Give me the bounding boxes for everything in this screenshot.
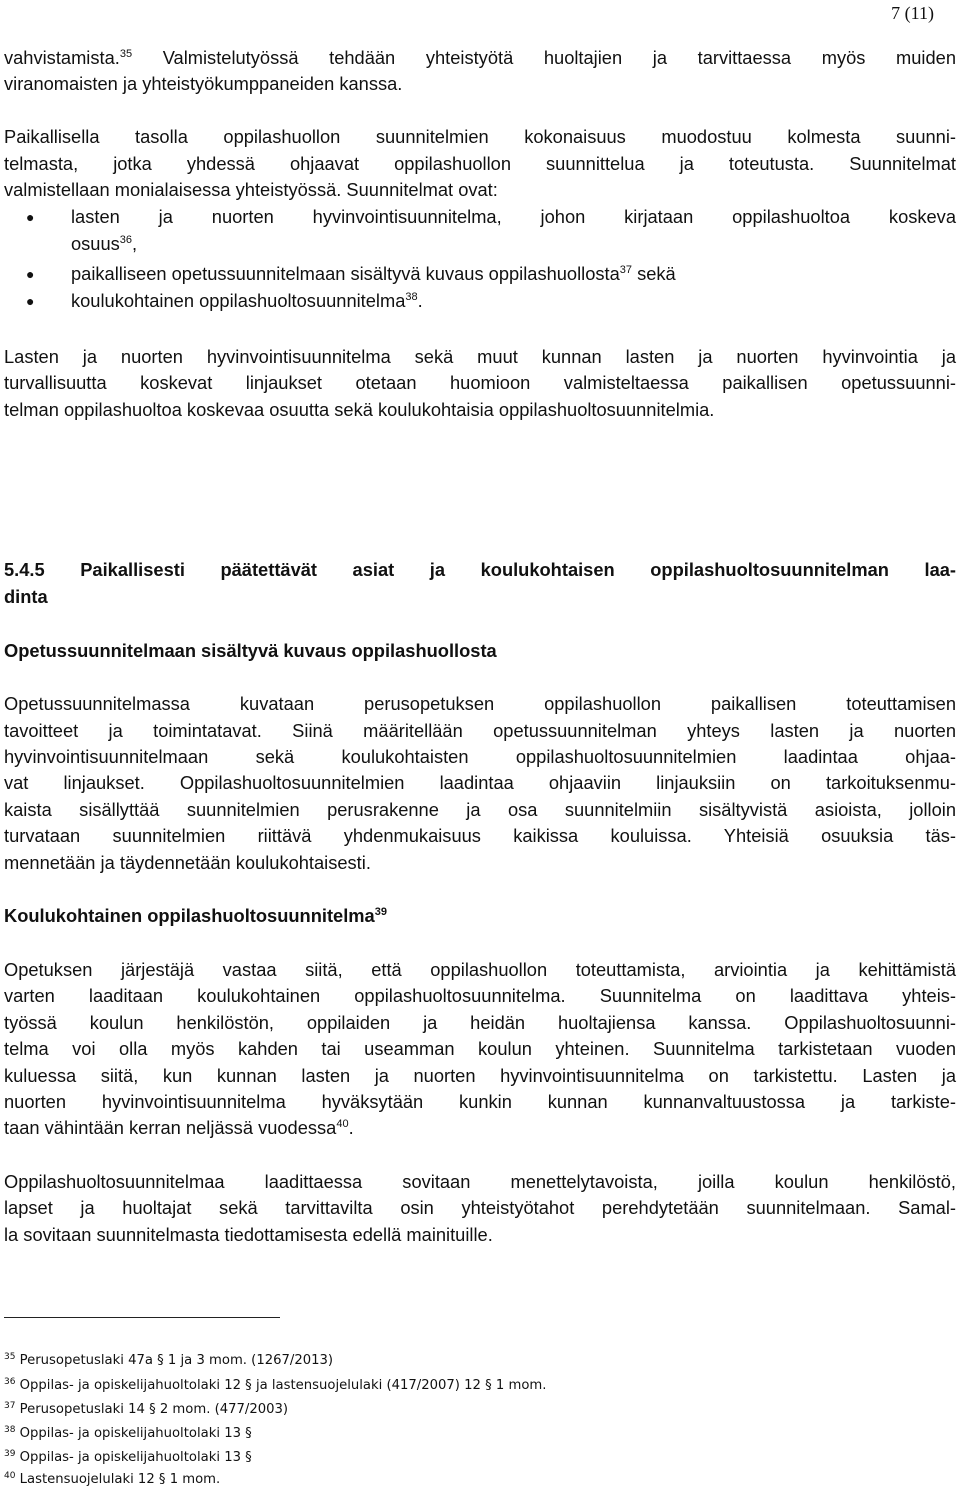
body-line: vat linjaukset. Oppilashuoltosuunnitelmien laadintaa ohjaaviin linjauksiin on tarkoituksenmu- xyxy=(4,772,956,793)
body-line: viranomaisten ja yhteistyökumppaneiden kanssa. xyxy=(4,73,403,94)
bullet-item: paikalliseen opetussuunnitelmaan sisältyvä kuvaus oppilashuollosta$^{37}$ sekä xyxy=(71,263,676,284)
body-line: vahvistamista.$^{35}$ Valmistelutyössä tehdään yhteistyötä huoltajien ja tarvittaessa myös muiden xyxy=(4,47,956,68)
footnote: $^{40}$ Lastensuojelulaki 12 § 1 mom. xyxy=(4,1471,221,1487)
body-line: työssä koulun henkilöstön, oppilaiden ja heidän huoltajiensa kanssa. Oppilashuoltosuunni- xyxy=(4,1012,956,1033)
footnote: $^{38}$ Oppilas- ja opiskelijahuoltolaki 13 § xyxy=(4,1425,252,1441)
body-line: mennetään ja täydennetään koulukohtaisesti. xyxy=(4,852,371,873)
section-heading: 5.4.5 Paikallisesti päätettävät asiat ja koulukohtaisen oppilashuoltosuunnitelman laa- xyxy=(4,559,956,580)
footnote-ref[interactable]: 39 xyxy=(374,906,387,918)
body-line: Oppilashuoltosuunnitelmaa laadittaessa sovitaan menettelytavoista, joilla koulun henkilöstö, xyxy=(4,1171,956,1192)
body-line: tavoitteet ja toimintatavat. Siinä määritellään opetussuunnitelman yhteys lasten ja nuorten xyxy=(4,720,956,741)
body-line: Paikallisella tasolla oppilashuollon suunnitelmien kokonaisuus muodostuu kolmesta suunni- xyxy=(4,126,956,147)
body-line: telma voi olla myös kahden tai useamman koulun yhteinen. Suunnitelma tarkistetaan vuoden xyxy=(4,1038,956,1059)
bullet-item: koulukohtainen oppilashuoltosuunnitelma$^{38}$. xyxy=(71,290,423,311)
body-line: telmasta, jotka yhdessä ohjaavat oppilashuollon suunnittelua ja toteutusta. Suunnitelmat xyxy=(4,153,956,174)
body-line: hyvinvointisuunnitelmaan sekä koulukohtaisten oppilashuoltosuunnitelmien laadintaa ohjaa- xyxy=(4,746,956,767)
body-line: la sovitaan suunnitelmasta tiedottamisesta edellä mainituille. xyxy=(4,1224,493,1245)
subheading: Opetussuunnitelmaan sisältyvä kuvaus oppilashuollosta xyxy=(4,640,497,661)
section-heading-continuation: dinta xyxy=(4,586,48,607)
page-number: 7 (11) xyxy=(891,3,934,23)
body-line: kaista sisällyttää suunnitelmien perusrakenne ja osa suunnitelmiin sisältyvistä asioista, jolloin xyxy=(4,799,956,820)
bullet-item-continuation: osuus$^{36}$, xyxy=(71,233,138,254)
body-line: Opetuksen järjestäjä vastaa siitä, että oppilashuollon toteuttamista, arviointia ja kehittämistä xyxy=(4,959,956,980)
body-line: taan vähintään kerran neljässä vuodessa$^{40}$. xyxy=(4,1117,354,1138)
footnote-ref[interactable]: 38 xyxy=(405,291,418,303)
bullet-icon: ● xyxy=(26,293,35,309)
footnote-ref[interactable]: 35 xyxy=(119,48,133,60)
footnote-ref[interactable]: 37 xyxy=(619,264,633,276)
footnote: $^{35}$ Perusopetuslaki 47a § 1 ja 3 mom. (1267/2013) xyxy=(4,1352,334,1368)
bullet-item: lasten ja nuorten hyvinvointisuunnitelma, johon kirjataan oppilashuoltoa koskeva xyxy=(71,206,956,227)
body-line: Lasten ja nuorten hyvinvointisuunnitelma sekä muut kunnan lasten ja nuorten hyvinvointia ja xyxy=(4,346,956,367)
body-line: Opetussuunnitelmassa kuvataan perusopetuksen oppilashuollon paikallisen toteuttamisen xyxy=(4,693,956,714)
body-line: lapset ja huoltajat sekä tarvittavilta osin yhteistyötahot perehdytetään suunnitelmaan. Samal- xyxy=(4,1197,956,1218)
footnote: $^{39}$ Oppilas- ja opiskelijahuoltolaki 13 § xyxy=(4,1449,252,1465)
footnote: $^{36}$ Oppilas- ja opiskelijahuoltolaki 12 § ja lastensuojelulaki (417/2007) 12 § 1 mom. xyxy=(4,1377,547,1393)
footnote: $^{37}$ Perusopetuslaki 14 § 2 mom. (477/2003) xyxy=(4,1401,289,1417)
body-line: turvallisuutta koskevat linjaukset otetaan huomioon valmisteltaessa paikallisen opetussuunni- xyxy=(4,372,956,393)
body-line: varten laaditaan koulukohtainen oppilashuoltosuunnitelma. Suunnitelma on laadittava yhteis- xyxy=(4,985,956,1006)
bullet-icon: ● xyxy=(26,209,35,225)
footnote-ref[interactable]: 40 xyxy=(336,1118,349,1130)
footnote-ref[interactable]: 36 xyxy=(119,234,133,246)
body-line: nuorten hyvinvointisuunnitelma hyväksytään kunkin kunnan kunnanvaltuustossa ja tarkiste- xyxy=(4,1091,956,1112)
footnote-separator xyxy=(4,1317,280,1318)
body-line: telman oppilashuoltoa koskevaa osuutta sekä koulukohtaisia oppilashuoltosuunnitelmia. xyxy=(4,399,715,420)
body-line: kuluessa siitä, kun kunnan lasten ja nuorten hyvinvointisuunnitelma on tarkistettu. Lasten ja xyxy=(4,1065,956,1086)
bullet-icon: ● xyxy=(26,266,35,282)
subheading: Koulukohtainen oppilashuoltosuunnitelma$^{39}$ xyxy=(4,905,387,926)
body-line: valmistellaan monialaisessa yhteistyössä. Suunnitelmat ovat: xyxy=(4,179,498,200)
body-line: turvataan suunnitelmien riittävä yhdenmukaisuus kaikissa kouluissa. Yhteisiä osuuksia täs- xyxy=(4,825,956,846)
